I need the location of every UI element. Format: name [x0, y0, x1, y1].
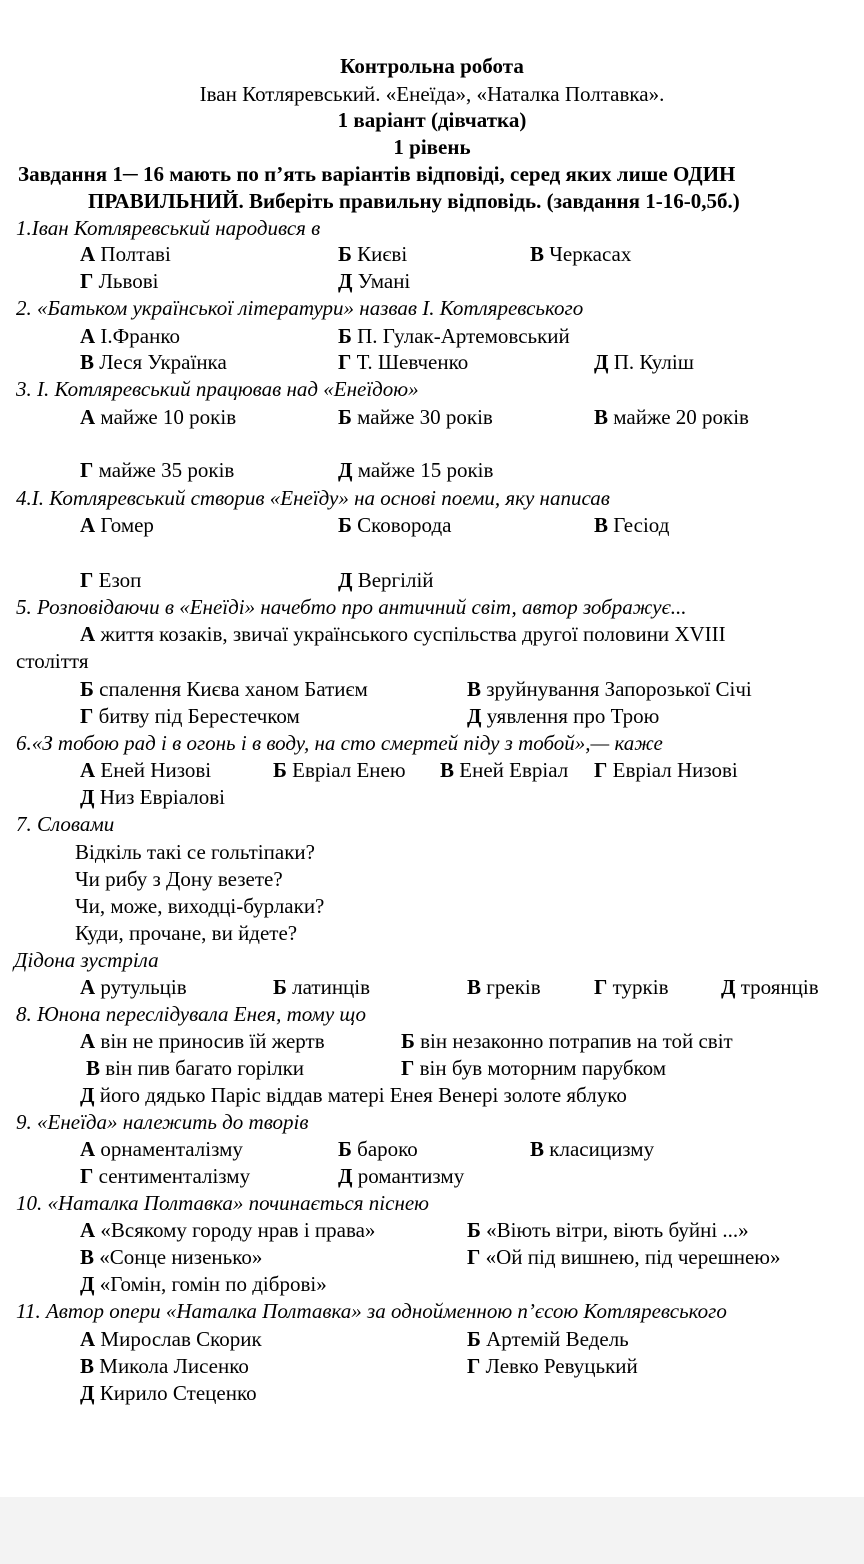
question-5-option-e[interactable]: Д уявлення про Трою [467, 704, 660, 728]
question-2-text: 2. «Батьком української літератури» назвав І. Котляревського [16, 296, 584, 320]
page-subtitle: Іван Котляревський. «Енеїда», «Наталка Полтавка». [199, 82, 665, 106]
question-8-text: 8. Юнона переслідувала Енея, тому що [16, 1002, 367, 1026]
instructions-line-2: ПРАВИЛЬНИЙ. Виберіть правильну відповідь. (завдання 1-16-0,5б.) [88, 189, 740, 213]
question-3-option-d[interactable]: Г майже 35 років [80, 458, 235, 482]
question-5-option-c[interactable]: В зруйнування Запорозької Січі [467, 677, 752, 701]
question-9-option-d[interactable]: Г сентименталізму [80, 1164, 251, 1188]
question-7-text-continued: Дідона зустріла [14, 948, 159, 972]
question-11-option-b[interactable]: Б Артемій Ведель [467, 1327, 629, 1351]
question-7-option-b[interactable]: Б латинців [273, 975, 371, 999]
question-6-text: 6.«З тобою рад і в огонь і в воду, на сто смертей піду з тобой»,— каже [16, 731, 663, 755]
question-7-option-e[interactable]: Д троянців [721, 975, 819, 999]
question-7-text: 7. Словами [16, 812, 115, 836]
question-8-option-d[interactable]: Г він був моторним парубком [401, 1056, 667, 1080]
level-label: 1 рівень [393, 135, 471, 159]
question-3-option-c[interactable]: В майже 20 років [594, 405, 749, 429]
question-10-option-c[interactable]: В «Сонце низенько» [80, 1245, 263, 1269]
page-title: Контрольна робота [340, 54, 524, 78]
question-3-option-a[interactable]: А майже 10 років [80, 405, 237, 429]
question-5-option-d[interactable]: Г битву під Берестечком [80, 704, 300, 728]
question-7-verse-line: Чи рибу з Дону везете? [75, 867, 283, 891]
question-2-option-a[interactable]: А І.Франко [80, 324, 180, 348]
question-1-option-d[interactable]: Г Львові [80, 269, 159, 293]
question-8-option-b[interactable]: Б він незаконно потрапив на той світ [401, 1029, 733, 1053]
question-4-option-d[interactable]: Г Езоп [80, 568, 142, 592]
question-2-option-e[interactable]: Д П. Куліш [594, 350, 694, 374]
question-4-option-e[interactable]: Д Вергілій [338, 568, 434, 592]
question-11-option-c[interactable]: В Микола Лисенко [80, 1354, 249, 1378]
question-7-verse-line: Чи, може, виходці-бурлаки? [75, 894, 325, 918]
question-2-option-b[interactable]: Б П. Гулак-Артемовський [338, 324, 570, 348]
question-11-text: 11. Автор опери «Наталка Полтавка» за однойменною п’єсою Котляревського [16, 1299, 727, 1323]
question-7-verse-line: Куди, прочане, ви йдете? [75, 921, 298, 945]
question-3-option-e[interactable]: Д майже 15 років [338, 458, 494, 482]
question-11-option-e[interactable]: Д Кирило Стеценко [80, 1381, 257, 1405]
question-5-option-b[interactable]: Б спалення Києва ханом Батиєм [80, 677, 368, 701]
question-6-option-c[interactable]: В Еней Евріал [440, 758, 569, 782]
question-3-text: 3. І. Котляревський працював над «Енеїдою» [16, 377, 419, 401]
question-7-option-c[interactable]: В греків [467, 975, 541, 999]
question-4-option-a[interactable]: А Гомер [80, 513, 154, 537]
question-10-option-e[interactable]: Д «Гомін, гомін по діброві» [80, 1272, 327, 1296]
question-2-option-d[interactable]: Г Т. Шевченко [338, 350, 469, 374]
question-2-option-c[interactable]: В Леся Українка [80, 350, 227, 374]
question-7-option-d[interactable]: Г турків [594, 975, 669, 999]
question-5-option-a-continued: століття [16, 649, 89, 673]
question-1-option-e[interactable]: Д Умані [338, 269, 411, 293]
question-10-option-a[interactable]: А «Всякому городу нрав і права» [80, 1218, 376, 1242]
question-5-text: 5. Розповідаючи в «Енеїді» начебто про античний світ, автор зображує... [16, 595, 687, 619]
question-3-option-b[interactable]: Б майже 30 років [338, 405, 493, 429]
question-9-text: 9. «Енеїда» належить до творів [16, 1110, 309, 1134]
question-11-option-d[interactable]: Г Левко Ревуцький [467, 1354, 638, 1378]
question-10-text: 10. «Наталка Полтавка» починається піснею [16, 1191, 429, 1215]
question-10-option-d[interactable]: Г «Ой під вишнею, під черешнею» [467, 1245, 781, 1269]
question-6-option-a[interactable]: А Еней Низові [80, 758, 212, 782]
question-4-text: 4.І. Котляревський створив «Енеїду» на основі поеми, яку написав [16, 486, 610, 510]
question-10-option-b[interactable]: Б «Віють вітри, віють буйні ...» [467, 1218, 749, 1242]
question-9-option-c[interactable]: В класицизму [530, 1137, 655, 1161]
question-1-text: 1.Іван Котляревський народився в [16, 216, 321, 240]
page-footer-band [0, 1497, 864, 1564]
question-6-option-b[interactable]: Б Евріал Енею [273, 758, 406, 782]
question-8-option-e[interactable]: Д його дядько Паріс віддав матері Енея Венері золоте яблуко [80, 1083, 627, 1107]
question-7-verse-line: Відкіль такі се гольтіпаки? [75, 840, 315, 864]
question-9-option-b[interactable]: Б бароко [338, 1137, 418, 1161]
question-6-option-d[interactable]: Г Евріал Низові [594, 758, 738, 782]
question-9-option-a[interactable]: А орнаменталізму [80, 1137, 243, 1161]
question-6-option-e[interactable]: Д Низ Евріалові [80, 785, 225, 809]
question-4-option-b[interactable]: Б Сковорода [338, 513, 452, 537]
variant-label: 1 варіант (дівчатка) [337, 108, 527, 132]
question-8-option-c[interactable]: В він пив багато горілки [86, 1056, 305, 1080]
question-1-option-b[interactable]: Б Києві [338, 242, 408, 266]
question-9-option-e[interactable]: Д романтизму [338, 1164, 465, 1188]
question-1-option-c[interactable]: В Черкасах [530, 242, 632, 266]
question-4-option-c[interactable]: В Гесіод [594, 513, 670, 537]
question-7-option-a[interactable]: А рутульців [80, 975, 187, 999]
instructions-line-1: Завдання 1─ 16 мають по п’ять варіантів відповіді, серед яких лише ОДИН [18, 162, 736, 186]
question-8-option-a[interactable]: А він не приносив їй жертв [80, 1029, 325, 1053]
question-5-option-a[interactable]: А життя козаків, звичаї українського суспільства другої половини XVIII [80, 622, 726, 646]
question-1-option-a[interactable]: А Полтаві [80, 242, 171, 266]
question-11-option-a[interactable]: А Мирослав Скорик [80, 1327, 262, 1351]
